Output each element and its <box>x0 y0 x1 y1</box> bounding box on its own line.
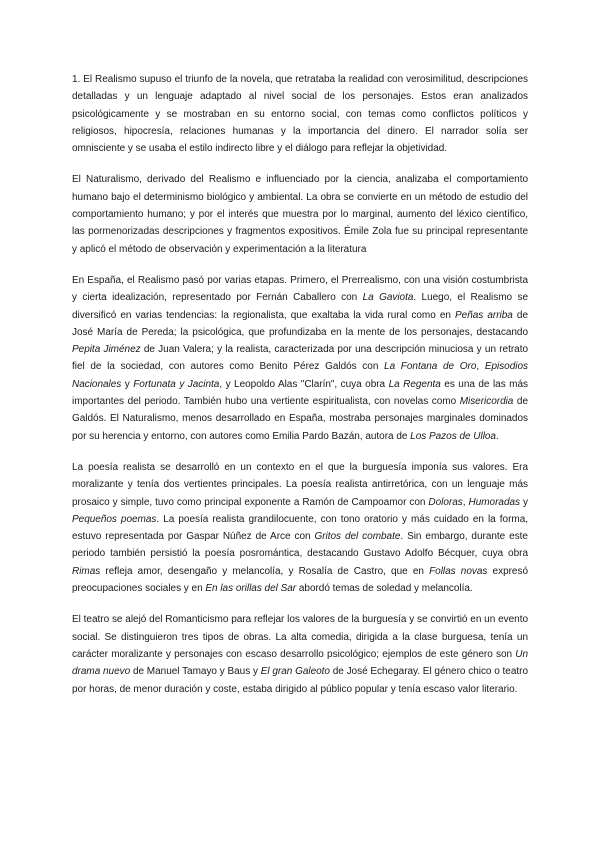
text-run: de Manuel Tamayo y Baus y <box>130 666 261 678</box>
italic-title: Misericordia <box>459 396 514 408</box>
italic-title: El gran Galeoto <box>260 666 330 678</box>
paragraph-teatro <box>72 611 528 697</box>
italic-title: Un drama nuevo <box>72 648 528 678</box>
text-run: expresó preocupaciones sociales y en <box>72 565 528 595</box>
text-run: . Luego, el Realismo se diversificó en varias tendencias: la regionalista, que exaltaba la vida rural como en <box>72 292 528 321</box>
text-run: y <box>121 378 134 390</box>
italic-title: Peñas arriba <box>455 309 513 321</box>
italic-title: La Gaviota <box>362 292 414 304</box>
text-run: de Galdós. El Naturalismo, menos desarrollado en España, mostraba personajes marginales dominados por su herencia y entorno, con autores como Emilia Pardo Bazán, autora de <box>72 396 528 442</box>
italic-title: Gritos del combate <box>314 531 401 543</box>
text-run: 1. El Realismo supuso el triunfo de la novela, que retrataba la realidad con verosimilitud, descripciones detalladas y un lenguaje adaptado al nivel social de los personajes. Estos eran analizados psicológicamente y se mostraban en su entorno social, con temas como conflictos políticos y religiosos, hipocresía, relaciones humanas y la importancia del dinero. El narrador solía ser omnisciente y se usaba el estilo indirecto libre y el diálogo para reflejar la objetividad. <box>72 74 528 155</box>
text-run: , <box>462 496 469 508</box>
text-run: es una de las más importantes del periodo. También hubo una vertiente espiritualista, con novelas como <box>72 378 528 408</box>
italic-title: En las orillas del Sar <box>205 583 297 595</box>
text-run: La poesía realista se desarrolló en un contexto en el que la burguesía imponía sus valores. Era moralizante y tenía dos vertientes principales. La poesía realista antirretórica, con un lenguaje más prosaico y simple, tuvo como principal exponente a Ramón de Campoamor con <box>72 461 528 508</box>
paragraph-naturalismo <box>72 171 528 257</box>
text-run: En España, el Realismo pasó por varias etapas. Primero, el Prerrealismo, con una visión costumbrista y cierta idealización, representado por Fernán Caballero con <box>72 274 528 304</box>
text-run: de José Echegaray. El género chico o teatro por horas, de menor duración y coste, estaba dirigido al público popular y tenía escaso valor literario. <box>72 666 529 695</box>
italic-title: Fortunata y Jacinta <box>133 378 220 390</box>
text-run: . Sin embargo, durante este periodo también persistió la poesía posromántica, destacando Gustavo Adolfo Bécquer, cuya obra <box>72 531 528 560</box>
italic-title: La Regenta <box>388 378 441 390</box>
paragraph-poesia-realista <box>72 459 528 597</box>
text-run: El teatro se alejó del Romanticismo para reflejar los valores de la burguesía y se convirtió en un evento social. Se distinguieron tres tipos de obras. La alta comedia, dirigida a la clase burguesa, tenía un carácter moralizante y personajes con escaso desarrollo psicológico; ejemplos de este género son <box>72 614 528 660</box>
italic-title: Los Pazos de Ulloa <box>410 430 496 442</box>
italic-title: Pepita Jiménez <box>72 344 141 356</box>
text-run: , y Leopoldo Alas "Clarín", cuya obra <box>219 378 389 390</box>
italic-title: Rimas <box>72 565 101 577</box>
text-run: abordó temas de soledad y melancolía. <box>296 583 473 595</box>
text-run: y <box>520 496 528 508</box>
italic-title: Episodios Nacionales <box>72 361 528 390</box>
paragraph-realismo-espana <box>72 272 528 445</box>
italic-title: Humoradas <box>468 496 521 508</box>
text-run: , <box>476 361 485 373</box>
paragraph-realismo <box>72 71 528 157</box>
italic-title: La Fontana de Oro <box>384 361 477 373</box>
text-run: . La poesía realista grandilocuente, con tono oratorio y más cuidado en la forma, estuvo representada por Gaspar Núñez de Arce con <box>72 513 528 543</box>
text-run: . <box>495 430 499 442</box>
text-run: de José María de Pereda; la psicológica, que profundizaba en la mente de los personajes, destacando <box>72 309 528 338</box>
text-run: refleja amor, desengaño y melancolía, y Rosalía de Castro, que en <box>100 565 430 577</box>
italic-title: Follas novas <box>429 565 488 577</box>
italic-title: Doloras <box>428 496 463 508</box>
text-run: El Naturalismo, derivado del Realismo e influenciado por la ciencia, analizaba el comportamiento humano bajo el determinismo biológico y ambiental. La obra se convierte en un método de estudio del comportamiento humano; y por el interés que muestra por lo marginal, aumento del léxico científico, las pormenorizadas descripciones y fragmentos expositivos. Émile Zola fue su principal representante y aplicó el método de observación y experimentación a la literatura <box>72 174 528 255</box>
text-run: de Juan Valera; y la realista, caracterizada por una descripción minuciosa y un retrato fiel de la sociedad, con autores como Benito Pérez Galdós con <box>72 344 528 373</box>
italic-title: Pequeños poemas <box>72 513 157 525</box>
